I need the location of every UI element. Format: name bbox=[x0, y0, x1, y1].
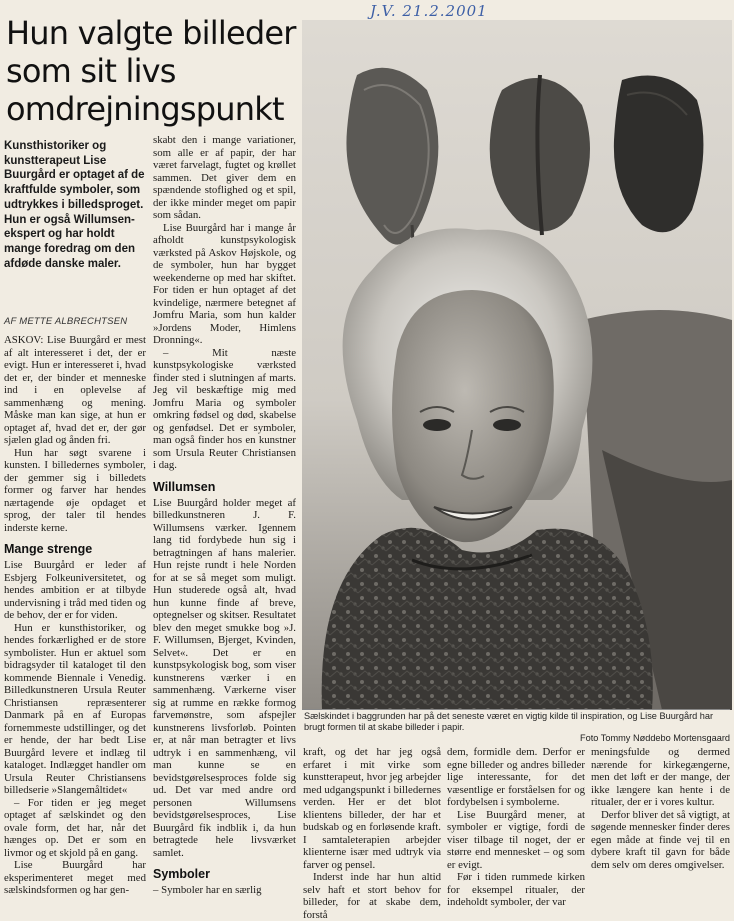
photo-credit: Foto Tommy Nøddebo Mortensgaard bbox=[580, 733, 730, 743]
article-column-1 bbox=[4, 334, 146, 911]
caption-text: Sælskindet i baggrunden har på det seneste været en vigtig kilde til inspiration, og Lise Buurgård har brugt formen til at skabe billeder i papir. bbox=[304, 711, 714, 732]
body-paragraph: Hun er kunsthistoriker, og hendes forkærlighed er de store symbolister. Hun er aktuel som bidragsyder til kataloget til den kommende Biennale i Venedig. Billedkunstneren Ursula Reuter Christiansen repræsenterer Danmark på en af Europas fornemmeste udstillinger, og det er hende, der har bedt Lise Buurgård levere et indlæg til kataloget. Indlægget handler om Ursula Reuter Christiansens billedserie »Slangemåltidet« bbox=[4, 621, 146, 796]
byline: AF METTE ALBRECHTSEN bbox=[4, 316, 128, 327]
photo-caption bbox=[304, 711, 730, 744]
body-paragraph: Lise Buurgård er leder af Esbjerg Folkeuniversitetet, og hendes ambition er at tilbyde undervisning i tråd med tiden og de behov, der er for viden. bbox=[4, 559, 146, 621]
lead-paragraph: Kunsthistoriker og kunstterapeut Lise Buurgård er optaget af de kraftfulde symboler, som udtrykkes i billedsproget. Hun er også Willumsen-ekspert og har holdt mange foredrag om den afdøde danske maler. bbox=[4, 140, 145, 270]
headline: Hun valgte billeder som sit livs omdrejningspunkt bbox=[6, 14, 296, 128]
body-paragraph: – Mit næste kunstpsykologiske værksted finder sted i slutningen af marts. Jeg vil beskæftige mig med Jomfru Maria og symboler omkring fødsel og død, skabelse og genfødsel. Det er symboler, man også finder hos en kunstner som Ursula Reuter Christiansen i dag. bbox=[153, 346, 296, 471]
body-paragraph: skabt den i mange variationer, som alle er af papir, der har været farvelagt, fugtet og krøllet sammen. Det giver dem en spændende stoflighed og et spil, der ikke minder meget om papir som sådan. bbox=[153, 134, 296, 221]
body-paragraph: kraft, og det har jeg også erfaret i mit virke som kunstterapeut, hvor jeg arbejder med udgangspunkt i billedernes verden. Her er det blot klientens billeder, der har et budskab og en forløsende kraft. I samtaleterapien arbejder klienterne især med udtryk via farver og pensel. bbox=[303, 746, 441, 871]
body-paragraph: Før i tiden rummede kirken for eksempel ritualer, der indeholdt symboler, der var bbox=[447, 871, 585, 908]
subheading-willumsen: Willumsen bbox=[153, 479, 216, 494]
portrait-photo bbox=[302, 20, 732, 710]
subheading-mange-strenge: Mange strenge bbox=[4, 542, 93, 556]
handwritten-date: J.V. 21.2.2001 bbox=[370, 2, 488, 20]
body-paragraph: Derfor bliver det så vigtigt, at søgende mennesker finder deres egen måde at finde vej til en dybere kraft til gavn for både dem selv om deres omgivelser. bbox=[591, 808, 730, 871]
body-paragraph: – For tiden er jeg meget optaget af sælskindet og den ovale form, det har, når det hænges op. Det er som en livmor og et skjold på en gang. bbox=[4, 796, 146, 859]
body-paragraph: Lise Buurgård har i mange år afholdt kunstpsykologisk værksted på Askov Højskole, og de symboler, hun har bygget weekenderne op med har skiftet. For tiden er hun optaget af det kvindelige, nærmere betegnet af Jomfru Maria, som hun kalder »Jordens Moder, Himlens Dronning«. bbox=[153, 221, 296, 346]
body-paragraph: ASKOV: Lise Buurgård er mest af alt interesseret i det, der er evigt. Hun er interesseret i, hvad det er, der binder et menneske ind i en oplevelse af sammenhæng og mening. Måske man kan sige, at hun er optaget af, hvad det er, der gør sjælen glad og ånden fri. bbox=[4, 334, 146, 446]
article-column-4 bbox=[447, 746, 585, 911]
body-paragraph: – Symboler har en særlig bbox=[153, 884, 262, 896]
caption-rule bbox=[302, 709, 730, 710]
body-paragraph: Lise Buurgård holder meget af billedkunstneren J. F. Willumsens værker. Igennem lang tid fordybede hun sig i betragtningen af hans malerier. Hun rejste rundt i hele Norden for at se så meget som muligt. Hun studerede også alt, hvad hun kunne finde af breve, optegnelser og skitser. Resultatet blev den meget smukke bog »J. F. Willumsen, Bjerget, Kvinden, Selvet«. Det er en kunstpsykologisk bog, som viser kunstnerens værker i en sammenhæng. Værkerne viser sig at rumme en række formog farvemønstre, som afspejler kunstnerens livsforløb. Pointen er, at når man betragter et livs udtryk i en sammenhæng, vil man kunne se en bevidstgørelsesproces folde sig ud. Det var med andre ord personen Willumsens bevidstgørelsesproces, Lise Buurgård fik indblik i, da hun betragtede hele livsværket samlet. bbox=[153, 496, 296, 859]
subheading-symboler: Symboler bbox=[153, 867, 210, 881]
article-column-5 bbox=[591, 746, 730, 911]
body-paragraph: Lise Buurgård har eksperimenteret meget med sælskindsformen og har gen- bbox=[4, 859, 146, 896]
body-paragraph: meningsfulde og dermed nærende for kirkegængerne, men det løft er der mange, der ikke længere kan hente i de ritualer, der er i vores kultur. bbox=[591, 746, 730, 808]
article-column-2 bbox=[153, 134, 296, 911]
body-paragraph: Inderst inde har hun altid selv haft et stort behov for billeder, for at skabe dem, forstå bbox=[303, 871, 441, 921]
body-paragraph: Hun har søgt svarene i kunsten. I billedernes symboler, der gemmer sig i billedets former og farver har hendes nærtagende øje opdaget et sprog, der taler til hendes inderste kerne. bbox=[4, 446, 146, 534]
article-column-3 bbox=[303, 746, 441, 921]
body-paragraph: dem, formidle dem. Derfor er egne billeder og andres billeder lige interessante, for det væsentlige er forståelsen for og fordybelsen i symbolerne. bbox=[447, 746, 585, 808]
body-paragraph: Lise Buurgård mener, at symboler er vigtige, fordi de viser tilbage til noget, der er større end mennesket – og som er evigt. bbox=[447, 808, 585, 871]
